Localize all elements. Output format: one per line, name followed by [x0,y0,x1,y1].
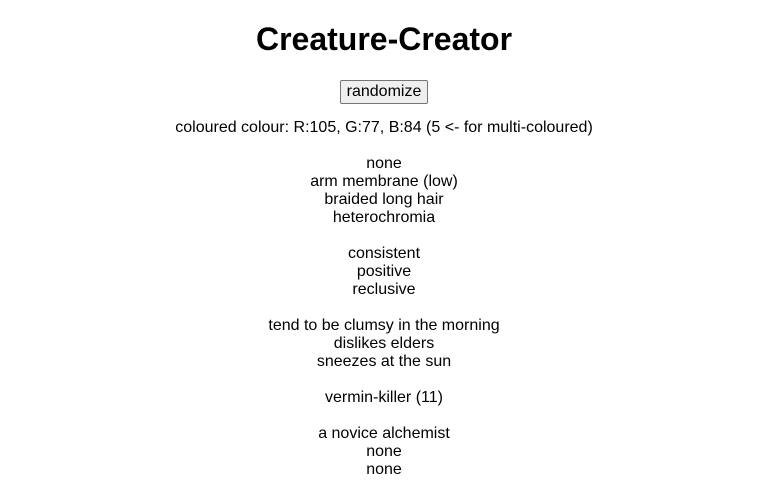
feature-item: braided long hair [324,191,444,208]
skills-section [0,425,768,479]
page-title: Creature-Creator [255,21,513,57]
feature-item: arm membrane (low) [310,173,458,190]
feature-item: heterochromia [332,209,436,226]
quirk-item: tend to be clumsy in the morning [268,317,500,334]
skill-item: a novice alchemist [318,425,450,442]
trait-item: consistent [347,245,421,262]
trait-item: reclusive [352,281,416,298]
skill-item: none [366,443,402,460]
quirk-item: dislikes elders [333,335,435,352]
colour-section [0,119,768,137]
skill-item: none [366,461,402,478]
randomize-button[interactable]: randomize [340,80,429,104]
randomize-container [0,80,768,104]
quirks-section [0,317,768,371]
traits-section [0,245,768,299]
role-item: vermin-killer (11) [325,389,443,406]
creature-description [0,119,768,497]
feature-item: none [366,155,402,172]
colour-line: coloured colour: R:105, G:77, B:84 (5 <- for multi-coloured) [175,119,593,136]
features-section [0,155,768,227]
quirk-item: sneezes at the sun [316,353,452,370]
trait-item: positive [356,263,412,280]
role-section [0,389,768,407]
